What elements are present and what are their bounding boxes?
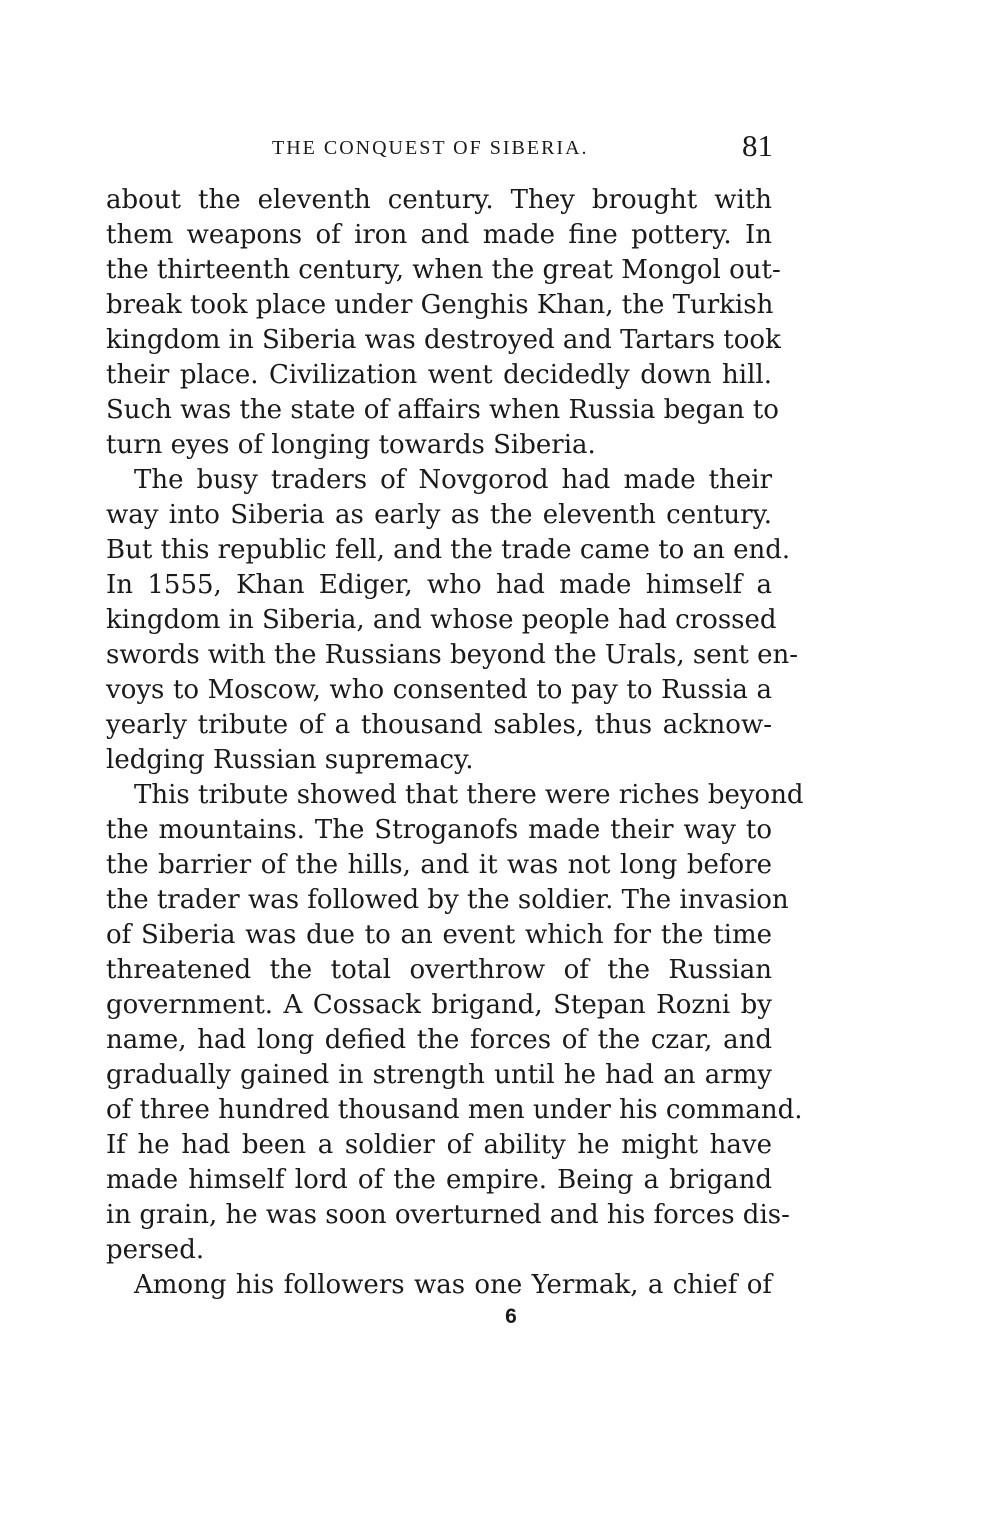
text-line: swords with the Russians beyond the Urals, sent en- xyxy=(106,640,798,670)
text-line: gradually gained in strength until he had an army xyxy=(106,1060,772,1090)
text-line: of Siberia was due to an event which for the time xyxy=(106,920,772,950)
text-line: them weapons of iron and made fine pottery. In xyxy=(106,220,772,250)
text-line: ledging Russian supremacy. xyxy=(106,745,474,775)
running-title: THE CONQUEST OF SIBERIA. xyxy=(272,137,589,159)
text-line: This tribute showed that there were riches beyond xyxy=(134,780,804,810)
text-line: voys to Moscow, who consented to pay to Russia a xyxy=(106,675,772,705)
text-line: the trader was followed by the soldier. The invasion xyxy=(106,885,789,915)
text-line: their place. Civilization went decidedly down hill. xyxy=(106,360,772,390)
text-line: about the eleventh century. They brought with xyxy=(106,185,772,215)
body-text xyxy=(106,183,804,1303)
page-number: 81 xyxy=(742,128,773,163)
text-line: If he had been a soldier of ability he might have xyxy=(106,1130,772,1160)
text-line: way into Siberia as early as the eleventh century. xyxy=(106,500,772,530)
text-line: the mountains. The Stroganofs made their way to xyxy=(106,815,772,845)
text-line: Such was the state of affairs when Russia began to xyxy=(106,395,779,425)
text-line: kingdom in Siberia was destroyed and Tartars took xyxy=(106,325,781,355)
text-line: threatened the total overthrow of the Russian xyxy=(106,955,772,985)
text-line: yearly tribute of a thousand sables, thus acknow- xyxy=(106,710,772,740)
text-line: name, had long defied the forces of the czar, and xyxy=(106,1025,772,1055)
text-line: persed. xyxy=(106,1235,205,1265)
signature-mark: 6 xyxy=(505,1305,517,1328)
text-line: But this republic fell, and the trade came to an end. xyxy=(106,535,791,565)
text-line: made himself lord of the empire. Being a brigand xyxy=(106,1165,772,1195)
text-line: The busy traders of Novgorod had made their xyxy=(134,465,772,495)
text-line: In 1555, Khan Ediger, who had made himself a xyxy=(106,570,772,600)
text-line: in grain, he was soon overturned and his forces dis- xyxy=(106,1200,790,1230)
text-line: the thirteenth century, when the great Mongol out- xyxy=(106,255,781,285)
text-line: kingdom in Siberia, and whose people had crossed xyxy=(106,605,777,635)
text-line: Among his followers was one Yermak, a chief of xyxy=(134,1270,772,1300)
text-line: of three hundred thousand men under his command. xyxy=(106,1095,803,1125)
text-line: break took place under Genghis Khan, the Turkish xyxy=(106,290,774,320)
text-line: the barrier of the hills, and it was not long before xyxy=(106,850,772,880)
text-line: government. A Cossack brigand, Stepan Rozni by xyxy=(106,990,772,1020)
text-line: turn eyes of longing towards Siberia. xyxy=(106,430,596,460)
